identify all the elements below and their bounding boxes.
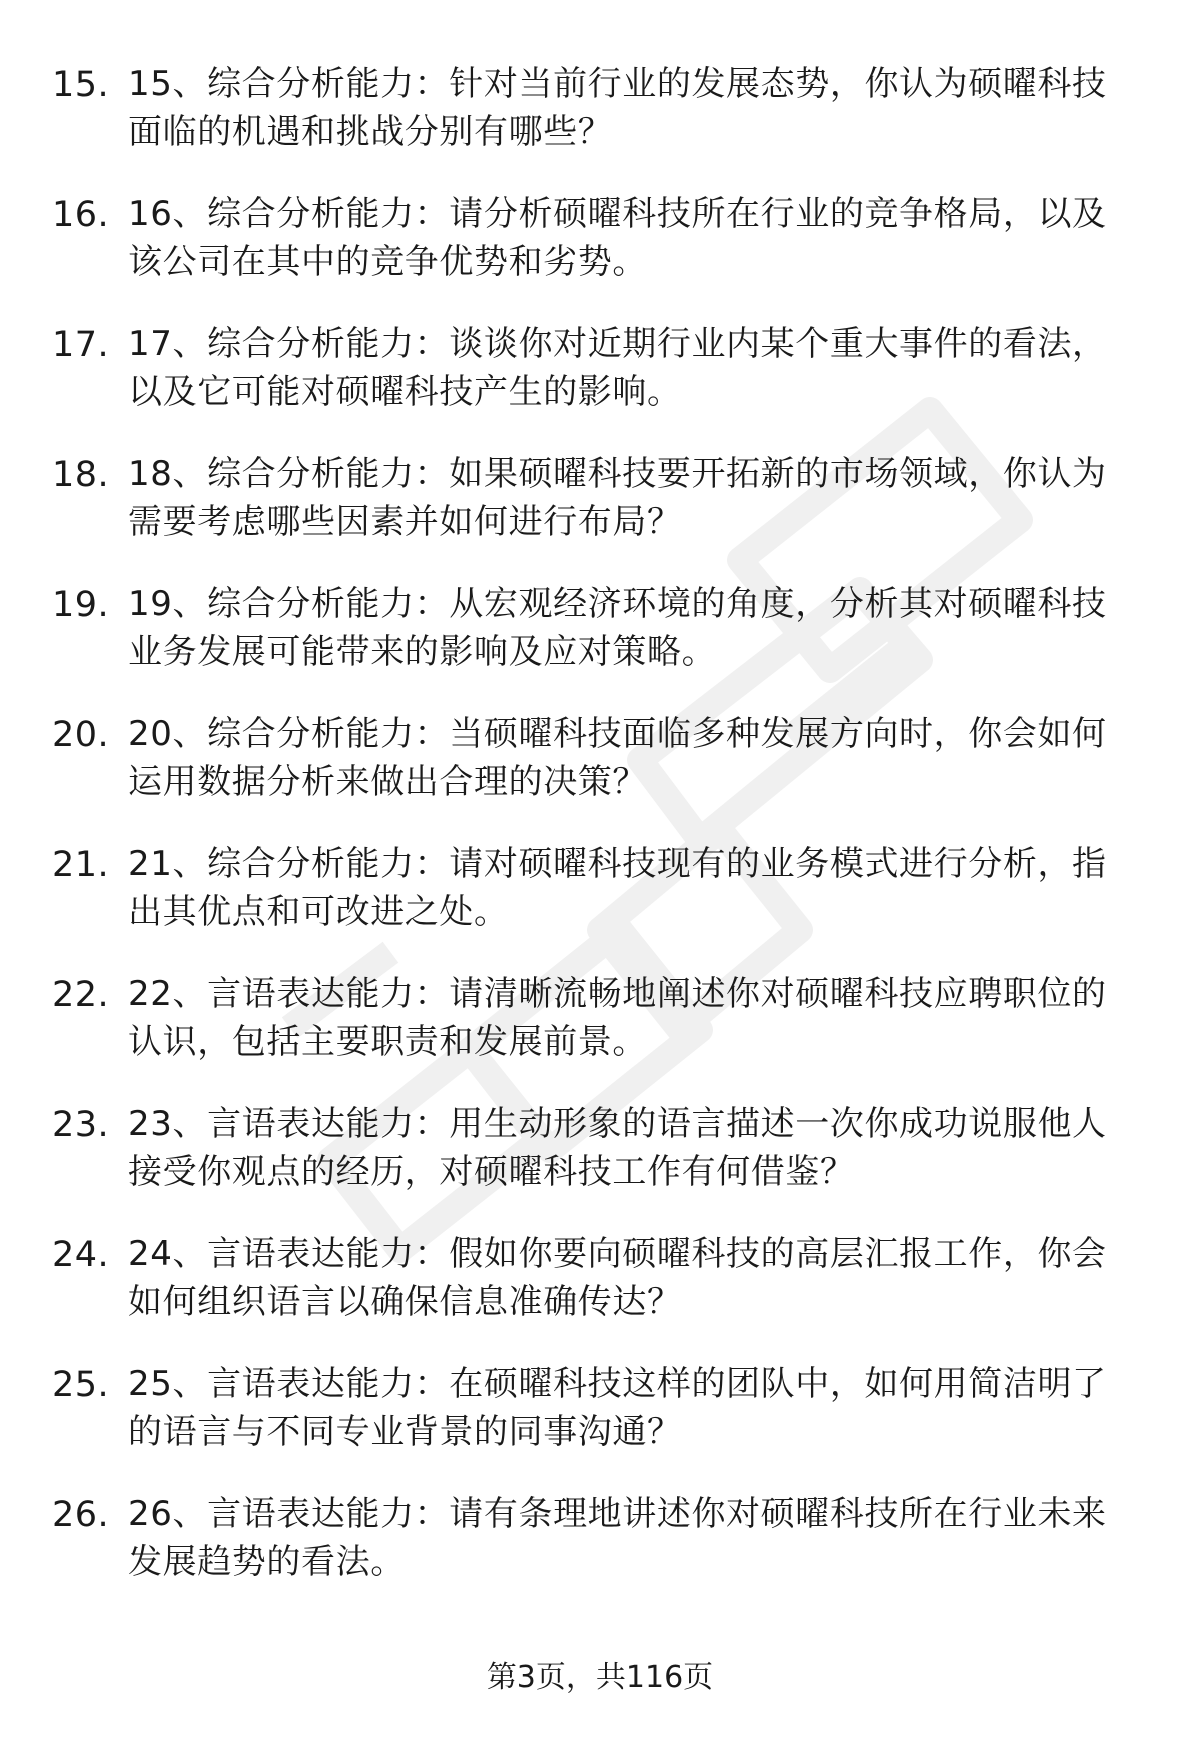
- question-line: 接受你观点的经历，对硕曜科技工作有何借鉴？: [128, 1152, 855, 1192]
- page-footer: [0, 1658, 1200, 1698]
- question-text: [128, 710, 1148, 806]
- question-line: 出其优点和可改进之处。: [128, 892, 509, 932]
- question-text: [128, 450, 1148, 546]
- question-text: [128, 1360, 1148, 1456]
- item-number: 21.: [52, 845, 110, 885]
- list-item: [0, 190, 1200, 300]
- question-line: 需要考虑哪些因素并如何进行布局？: [128, 502, 682, 542]
- item-number: 22.: [52, 975, 110, 1015]
- item-number: 26.: [52, 1495, 110, 1535]
- question-text: [128, 970, 1148, 1066]
- list-item: [0, 1360, 1200, 1470]
- list-item: [0, 710, 1200, 820]
- question-line: 19、综合分析能力：从宏观经济环境的角度，分析其对硕曜科技: [128, 584, 1107, 624]
- item-number: 18.: [52, 455, 110, 495]
- question-line: 以及它可能对硕曜科技产生的影响。: [128, 372, 682, 412]
- item-number: 24.: [52, 1235, 110, 1275]
- question-line: 认识，包括主要职责和发展前景。: [128, 1022, 647, 1062]
- question-line: 的语言与不同专业背景的同事沟通？: [128, 1412, 682, 1452]
- question-line: 16、综合分析能力：请分析硕曜科技所在行业的竞争格局，以及: [128, 194, 1107, 234]
- question-text: [128, 580, 1148, 676]
- list-item: [0, 840, 1200, 950]
- question-text: [128, 840, 1148, 936]
- question-line: 24、言语表达能力：假如你要向硕曜科技的高层汇报工作，你会: [128, 1234, 1107, 1274]
- page-number-label: 第3页，共116页: [486, 1660, 714, 1695]
- question-line: 26、言语表达能力：请有条理地讲述你对硕曜科技所在行业未来: [128, 1494, 1107, 1534]
- question-line: 25、言语表达能力：在硕曜科技这样的团队中，如何用简洁明了: [128, 1364, 1107, 1404]
- list-item: [0, 1230, 1200, 1340]
- question-line: 该公司在其中的竞争优势和劣势。: [128, 242, 647, 282]
- question-text: [128, 190, 1148, 286]
- question-line: 业务发展可能带来的影响及应对策略。: [128, 632, 717, 672]
- question-line: 运用数据分析来做出合理的决策？: [128, 762, 647, 802]
- question-line: 21、综合分析能力：请对硕曜科技现有的业务模式进行分析，指: [128, 844, 1107, 884]
- list-item: [0, 970, 1200, 1080]
- item-number: 16.: [52, 195, 110, 235]
- item-number: 19.: [52, 585, 110, 625]
- list-item: [0, 1100, 1200, 1210]
- question-text: [128, 1100, 1148, 1196]
- item-number: 25.: [52, 1365, 110, 1405]
- question-text: [128, 1490, 1148, 1586]
- question-line: 18、综合分析能力：如果硕曜科技要开拓新的市场领域，你认为: [128, 454, 1107, 494]
- question-text: [128, 320, 1148, 416]
- list-item: [0, 60, 1200, 170]
- question-text: [128, 60, 1148, 156]
- list-item: [0, 320, 1200, 430]
- item-number: 17.: [52, 325, 110, 365]
- item-number: 20.: [52, 715, 110, 755]
- question-line: 发展趋势的看法。: [128, 1542, 405, 1582]
- question-line: 17、综合分析能力：谈谈你对近期行业内某个重大事件的看法，: [128, 324, 1107, 364]
- question-text: [128, 1230, 1148, 1326]
- question-line: 15、综合分析能力：针对当前行业的发展态势，你认为硕曜科技: [128, 64, 1107, 104]
- item-number: 15.: [52, 65, 110, 105]
- question-line: 如何组织语言以确保信息准确传达？: [128, 1282, 682, 1322]
- question-line: 22、言语表达能力：请清晰流畅地阐述你对硕曜科技应聘职位的: [128, 974, 1107, 1014]
- item-number: 23.: [52, 1105, 110, 1145]
- list-item: [0, 1490, 1200, 1600]
- question-line: 20、综合分析能力：当硕曜科技面临多种发展方向时，你会如何: [128, 714, 1107, 754]
- list-item: [0, 450, 1200, 560]
- question-line: 面临的机遇和挑战分别有哪些？: [128, 112, 613, 152]
- question-line: 23、言语表达能力：用生动形象的语言描述一次你成功说服他人: [128, 1104, 1107, 1144]
- list-item: [0, 580, 1200, 690]
